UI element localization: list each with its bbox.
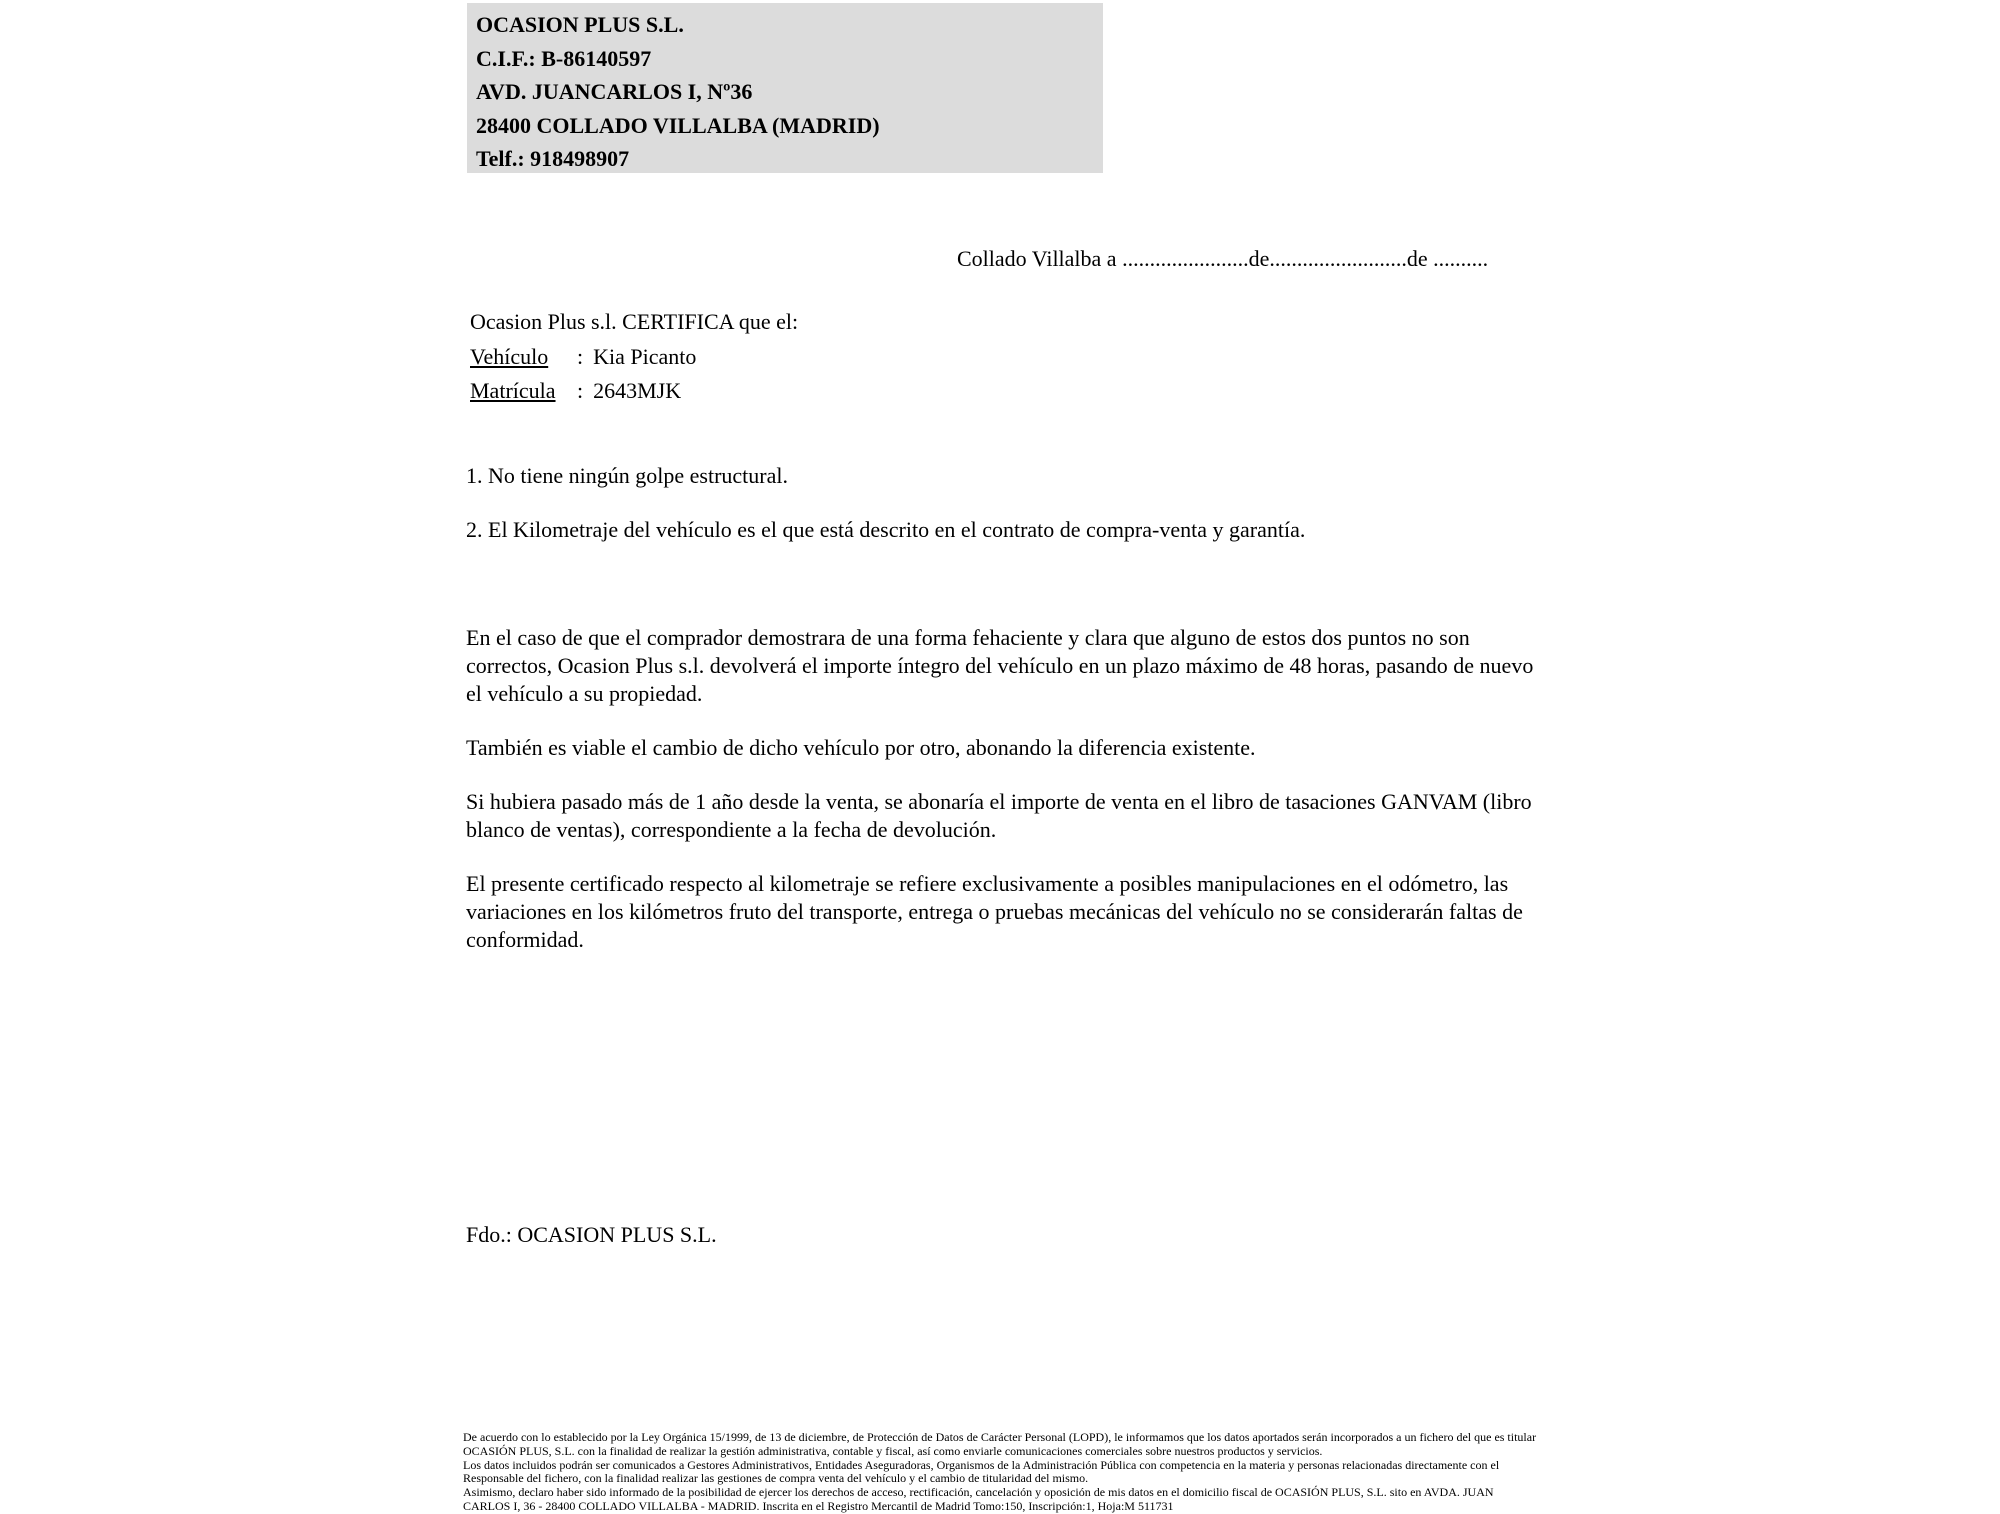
- certification-block: [470, 305, 798, 409]
- vehicle-label: Vehículo: [470, 343, 549, 369]
- company-name: OCASION PLUS S.L.: [476, 12, 684, 37]
- paragraph-ganvam-valuation: Si hubiera pasado más de 1 año desde la venta, se abonaría el importe de venta en el libro de tasaciones GANVAM (libro blanco de ventas), correspondiente a la fecha de devolución.: [466, 789, 1532, 842]
- certifica-intro: Ocasion Plus s.l. CERTIFICA que el:: [470, 309, 799, 334]
- paragraph-odometer-disclaimer: El presente certificado respecto al kilometraje se refiere exclusivamente a posibles manipulaciones en el odómetro, las variaciones en los kilómetros fruto del transporte, entrega o pruebas mecánicas del vehículo no se considerarán faltas de conformidad.: [466, 871, 1523, 952]
- paragraph-exchange-option: También es viable el cambio de dicho vehículo por otro, abonando la diferencia existente.: [466, 735, 1256, 760]
- company-address: AVD. JUANCARLOS I, Nº36: [476, 79, 753, 104]
- company-phone: Telf.: 918498907: [476, 146, 630, 171]
- fine-print-line: Los datos incluidos podrán ser comunicados a Gestores Administrativos, Entidades Aseguradoras, Organismos de la Administración Pública con competencia en la materia y personas relacionadas directamente con el: [463, 1457, 1500, 1472]
- fine-print-line: De acuerdo con lo establecido por la Ley Orgánica 15/1999, de 13 de diciembre, de Protección de Datos de Carácter Personal (LOPD), le informamos que los datos aportados serán incorporados a un fichero del que es titular: [463, 1430, 1537, 1444]
- fine-print-line: Responsable del fichero, con la finalidad realizar las gestiones de compra venta del vehículo y el cambio de titularidad del mismo.: [463, 1471, 1089, 1486]
- point-2: 2. El Kilometraje del vehículo es el que está descrito en el contrato de compra-venta y garantía.: [466, 517, 1306, 542]
- fine-print-line: OCASIÓN PLUS, S.L. con la finalidad de realizar la gestión administrativa, contable y fiscal, así como enviarle comunicaciones comerciales sobre nuestros productos y servicios.: [463, 1443, 1323, 1458]
- plate-separator: :: [577, 378, 584, 403]
- vehicle-value: Kia Picanto: [593, 343, 697, 369]
- fine-print-line: CARLOS I, 36 - 28400 COLLADO VILLALBA - MADRID. Inscrita en el Registro Mercantil de Madrid Tomo:150, Inscripción:1, Hoja:M 511731: [463, 1498, 1174, 1513]
- plate-label: Matrícula: [470, 378, 556, 403]
- company-header-box: [467, 3, 1103, 173]
- legal-fine-print: [463, 1431, 1536, 1514]
- signature-line: Fdo.: OCASION PLUS S.L.: [466, 1222, 717, 1247]
- plate-row: [470, 374, 798, 409]
- paragraph-refund-policy: En el caso de que el comprador demostrara de una forma fehaciente y clara que alguno de estos dos puntos no son correctos, Ocasion Plus s.l. devolverá el importe íntegro del vehículo en un plazo máximo de 48 horas, pasando de nuevo el vehículo a su propiedad.: [466, 625, 1534, 706]
- company-cif: C.I.F.: B-86140597: [476, 45, 652, 71]
- plate-value: 2643MJK: [593, 378, 682, 403]
- date-line: Collado Villalba a .......................de.........................de ..........: [957, 246, 1489, 271]
- company-city: 28400 COLLADO VILLALBA (MADRID): [476, 112, 880, 138]
- body-paragraphs: [466, 624, 1544, 980]
- fine-print-line: Asimismo, declaro haber sido informado de la posibilidad de ejercer los derechos de acceso, rectificación, cancelación y oposición de mis datos en el domicilio fiscal de OCASIÓN PLUS, S.L. sito en AVDA. JUAN: [463, 1485, 1494, 1500]
- point-1: 1. No tiene ningún golpe estructural.: [466, 463, 788, 488]
- vehicle-row: [470, 340, 798, 375]
- vehicle-separator: :: [577, 343, 584, 369]
